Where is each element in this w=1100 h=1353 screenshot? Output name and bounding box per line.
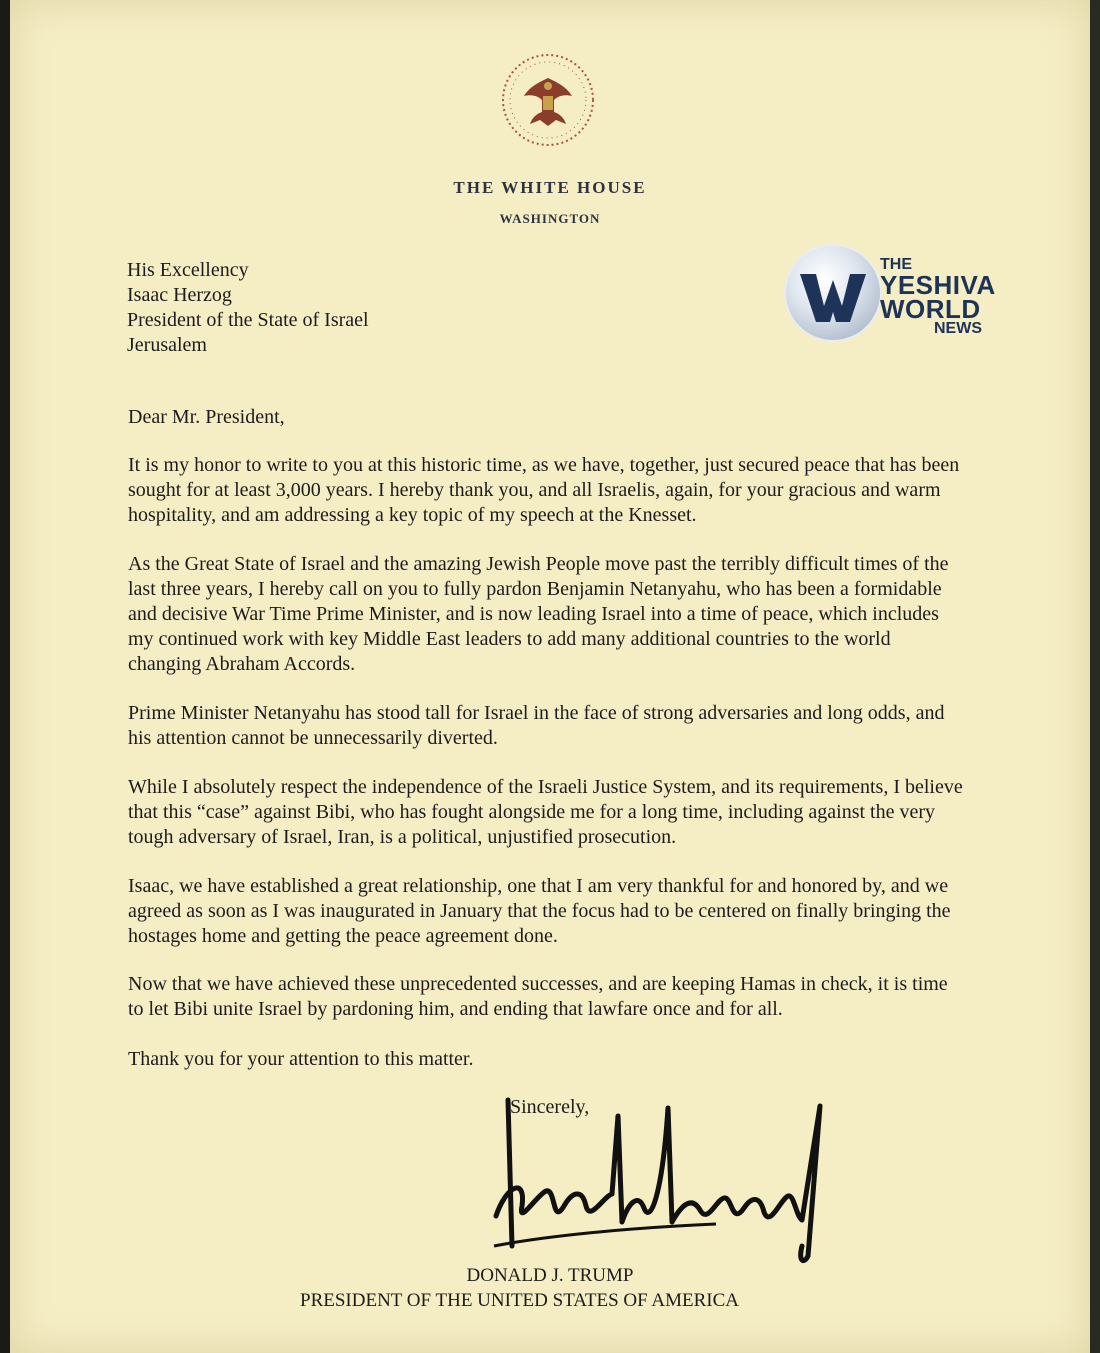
paragraph: It is my honor to write to you at this historic time, as we have, together, just secured peace that has been sought for at least 3,000 years. I hereby thank you, and all Israelis, again, for your gracious and warm hospitality, and am addressing a key topic of my speech at the Knesset. (128, 454, 960, 526)
logo-globe-icon (786, 246, 880, 340)
address-line: His Excellency (127, 259, 249, 281)
logo-text: YESHIVA (880, 270, 996, 300)
paragraph: Now that we have achieved these unprecedented successes, and are keeping Hamas in check, it is time to let Bibi unite Israel by pardoning him, and ending that lawfare once and for all. (128, 973, 948, 1020)
closing: Sincerely, (510, 1096, 590, 1118)
signatory-title: PRESIDENT OF THE UNITED STATES OF AMERICA (300, 1290, 740, 1311)
salutation: Dear Mr. President, (128, 406, 285, 428)
handwritten-signature (486, 1096, 836, 1268)
letterhead-subtitle: WASHINGTON (499, 211, 601, 226)
presidential-seal-icon (500, 52, 596, 148)
address-line: President of the State of Israel (127, 309, 369, 331)
paragraph: While I absolutely respect the independence of the Israeli Justice System, and its requirements, I believe that this “case” against Bibi, who has fought alongside me for a long time, including against the very tough adversary of Israel, Iran, is a political, unjustified prosecution. (128, 776, 963, 848)
signatory-name: DONALD J. TRUMP (466, 1265, 634, 1286)
paragraph: As the Great State of Israel and the amazing Jewish People move past the terribly difficult times of the last three years, I hereby call on you to fully pardon Benjamin Netanyahu, who has been a formidable and decisive War Time Prime Minister, and is now leading Israel into a time of peace, which includes my continued work with key Middle East leaders to add many additional countries to the world changing Abraham Accords. (128, 553, 949, 675)
letterhead-title: THE WHITE HOUSE (453, 178, 647, 197)
paragraph: Prime Minister Netanyahu has stood tall for Israel in the face of strong adversaries and long odds, and his attention cannot be unnecessarily diverted. (128, 702, 945, 749)
yeshiva-world-news-logo (786, 246, 996, 342)
paragraph: Thank you for your attention to this matter. (128, 1048, 474, 1070)
address-line: Jerusalem (127, 334, 207, 356)
paragraph: Isaac, we have established a great relationship, one that I am very thankful for and honored by, and we agreed as soon as I was inaugurated in January that the focus had to be centered on finally bringing the hostages home and getting the peace agreement done. (128, 875, 951, 947)
logo-text: WORLD (880, 294, 981, 324)
logo-text: NEWS (934, 320, 982, 337)
address-line: Isaac Herzog (127, 284, 232, 306)
logo-text: THE (880, 256, 912, 273)
page-edge (1090, 0, 1100, 1353)
